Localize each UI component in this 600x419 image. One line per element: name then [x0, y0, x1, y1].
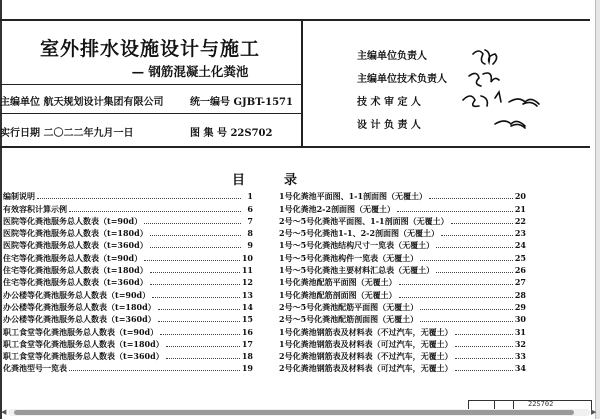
- toc-heading-left: 目: [232, 173, 246, 188]
- toc-entry[interactable]: 1号化粪池2-2剖面图（无覆土） 21: [279, 203, 526, 214]
- document-subtitle: — 钢筋混凝土化粪池: [131, 64, 249, 79]
- toc-entry[interactable]: 1号化粪池配筋平面图（无覆土） 27: [279, 277, 526, 288]
- toc-entry[interactable]: 办公楼等化粪池服务总人数表（t=90d） 13: [3, 289, 253, 300]
- toc-entry[interactable]: 1号化粪池钢筋表及材料表（可过汽车，无覆土） 32: [279, 338, 526, 349]
- toc-entry[interactable]: 1号～5号化粪池结构尺寸一览表（无覆土） 24: [279, 240, 526, 251]
- toc-entry[interactable]: 2号～5号化粪池平面图、1-1剖面图（无覆土） 22: [279, 215, 526, 226]
- toc-entry[interactable]: 1号～5号化粪池构件一览表（无覆土） 25: [279, 252, 526, 263]
- chief-unit-tech-lead-label: 主编单位技术负责人: [357, 74, 447, 85]
- toc-entry[interactable]: 化粪池型号一览表 19: [3, 363, 253, 374]
- toc-entry[interactable]: 1号～5号化粪池主要材料汇总表（无覆土） 26: [279, 265, 526, 276]
- header-divider: [301, 19, 303, 147]
- toc-entry[interactable]: 住宅等化粪池服务总人数表（t=360d） 12: [3, 277, 253, 288]
- toc-entry[interactable]: 住宅等化粪池服务总人数表（t=90d） 10: [3, 252, 253, 263]
- toc-entry[interactable]: 1号化粪池钢筋表及材料表（不过汽车，无覆土） 31: [279, 326, 526, 337]
- header-bottom-rule: [0, 146, 590, 148]
- header-top-rule: [0, 19, 590, 21]
- toc-heading-right: 录: [284, 173, 298, 188]
- edit-unit: 主编单位 航天规划设计集团有限公司: [0, 97, 164, 108]
- scrollbar-thumb[interactable]: [14, 410, 574, 415]
- toc-entry[interactable]: 编制说明 1: [3, 191, 253, 202]
- toc-entry[interactable]: 医院等化粪池服务总人数表（t=180d） 8: [3, 228, 253, 239]
- toc-entry[interactable]: 2号～5号化粪池1-1、2-2剖面图（无覆土） 23: [279, 228, 526, 239]
- toc-entry[interactable]: 医院等化粪池服务总人数表（t=360d） 9: [3, 240, 253, 251]
- toc-entry[interactable]: 2号～5号化粪池配筋平面图（无覆土） 29: [279, 301, 526, 312]
- toc-entry[interactable]: 办公楼等化粪池服务总人数表（t=180d） 14: [3, 301, 253, 312]
- toc-column-right: [279, 190, 526, 374]
- signature-image: [455, 40, 585, 135]
- technical-reviewer-label: 技 术 审 定 人: [357, 97, 421, 108]
- toc-entry[interactable]: 1号化粪池配筋剖面图（无覆土） 28: [279, 289, 526, 300]
- toc-entry[interactable]: 办公楼等化粪池服务总人数表（t=360d） 15: [3, 314, 253, 325]
- scroll-left-icon[interactable]: ◀: [1, 408, 7, 416]
- unified-number: 统一编号 GJBT-1571: [190, 97, 293, 108]
- design-lead-label: 设 计 负 责 人: [357, 120, 421, 131]
- toc-entry[interactable]: 2号～5号化粪池配筋剖面图（无覆土） 30: [279, 314, 526, 325]
- subtitle-underline: [0, 84, 301, 85]
- toc-entry[interactable]: 医院等化粪池服务总人数表（t=90d） 7: [3, 215, 253, 226]
- toc-entry[interactable]: 有效容积计算示例 6: [3, 203, 253, 214]
- page-edge-left: [0, 0, 2, 419]
- vertical-scrollbar[interactable]: [595, 0, 600, 419]
- toc-column-left: [3, 190, 253, 374]
- document-title: 室外排水设施设计与施工: [39, 38, 260, 60]
- chief-unit-lead-label: 主编单位负责人: [357, 51, 427, 62]
- meta-divider: [0, 113, 301, 114]
- toc-entry[interactable]: 2号化粪池钢筋表及材料表（可过汽车，无覆土） 34: [279, 363, 526, 374]
- atlas-number: 图 集 号 22S702: [190, 128, 273, 139]
- toc-entry[interactable]: 职工食堂等化粪池服务总人数表（t=360d） 18: [3, 351, 253, 362]
- toc-entry[interactable]: 职工食堂等化粪池服务总人数表（t=90d） 16: [3, 326, 253, 337]
- scroll-right-icon[interactable]: ▶: [591, 408, 597, 416]
- toc-entry[interactable]: 1号化粪池平面图、1-1剖面图（无覆土） 20: [279, 191, 526, 202]
- horizontal-scrollbar[interactable]: [8, 409, 590, 416]
- toc-entry[interactable]: 职工食堂等化粪池服务总人数表（t=180d） 17: [3, 338, 253, 349]
- toc-entry[interactable]: 住宅等化粪池服务总人数表（t=180d） 11: [3, 265, 253, 276]
- footer-atlas-code: 22S702: [528, 400, 554, 408]
- toc-entry[interactable]: 2号化粪池钢筋表及材料表（不过汽车，无覆土） 33: [279, 351, 526, 362]
- implement-date: 实行日期 二〇二二年九月一日: [0, 128, 134, 139]
